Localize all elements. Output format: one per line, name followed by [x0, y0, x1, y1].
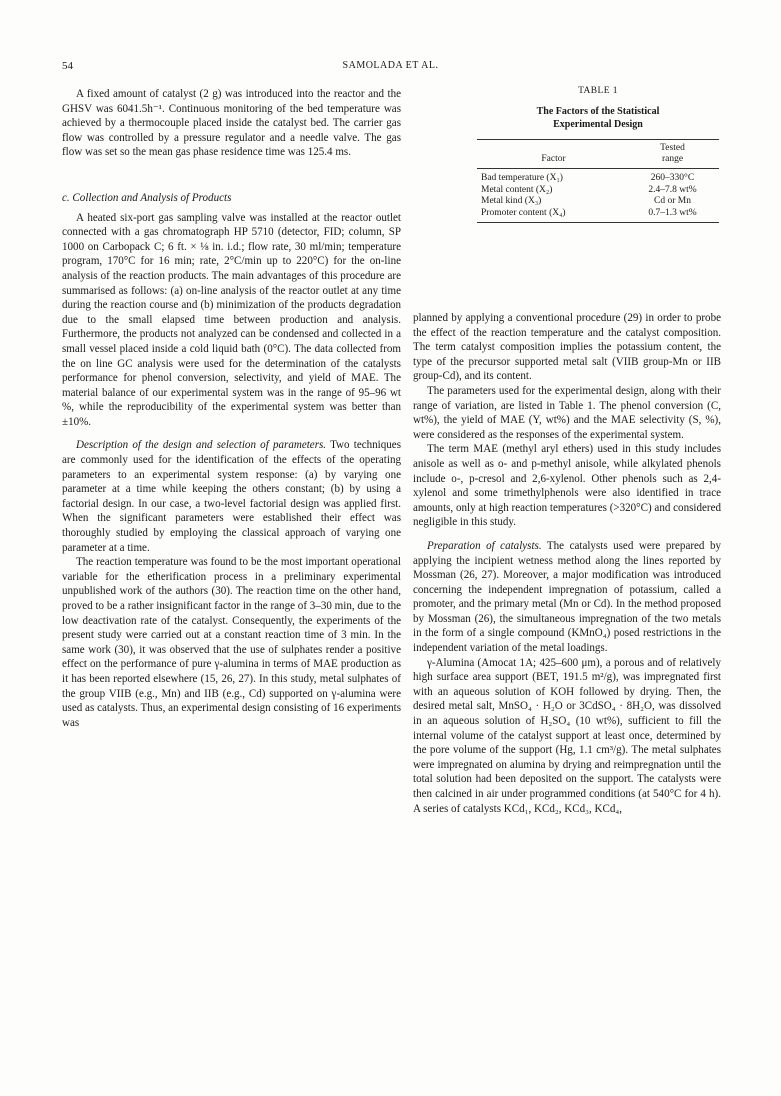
table-row	[477, 185, 719, 197]
table-cell-factor: Metal kind (X₃)	[481, 196, 542, 206]
paragraph-gc-analysis: A heated six-port gas sampling valve was installed at the reactor outlet connected with a gas chromatograph HP 5710 (detector, FID; column, SP 1000 on Carbopack C; 6 ft. × ⅛ in. i.d.; flow rate, 30 ml/min; temperature program, 170°C for 16 min; rate, 2°C/min up to 220°C) for the on-line analysis of the reaction products. The main advantages of this procedure are summarised as follows: (a) on-line analysis of the reactor outlet at any time during the reaction course and (b) minimization of the products degradation due to the small elapsed time between production and analysis. Furthermore, the products not analyzed can be condensed and collected in a small vessel placed inside a cold liquid bath (0°C). The data collected from the on line GC analysis were used for the determination of the catalysts performance for phenol conversion, selectivity, and yield of MAE. The material balance of our experimental system was in the range of 95–96 wt %, while the reproducibility of the experimental system was better than ±10%.	[62, 211, 401, 428]
paragraph-gas-flow: A fixed amount of catalyst (2 g) was introduced into the reactor and the GHSV was 6041.5h⁻¹. Continuous monitoring of the bed temperature was achieved by a thermocouple placed inside the catalyst bed. The carrier gas flow was controlled by a pressure regulator and a needle valve. The gas flow was set so the mean gas phase residence time was 125.4 ms.	[62, 88, 401, 159]
paragraph-alumina-impregnation: γ-Alumina (Amocat 1A; 425–600 μm), a porous and of relatively high surface area support (BET, 191.5 m²/g), was impregnated first with an aqueous solution of KOH followed by drying. Then, the desired metal salt, MnSO₄ · H₂O or 3CdSO₄ · 8H₂O, was dissolved in an aqueous solution of H₂SO₄ (10 wt%), sufficient to fill the internal volume of the catalyst support at least once, determined by the pore volume of the support (Hg, 1.1 cm³/g). The metal sulphates were impregnated on alumina by drying and reimpregnation until the total solution had been deposited on the support. The catalysts were then calcined in air under programmed conditions (at 540°C for 4 h). A series of catalysts KCd₁, KCd₂, KCd₃, KCd₄,	[413, 656, 721, 815]
table-header-row	[477, 140, 719, 169]
paragraph-catalyst-preparation	[413, 539, 721, 656]
section-heading-collection: c. Collection and Analysis of Products	[62, 191, 232, 204]
paragraph-design-description	[62, 438, 401, 555]
column-header-range-line-1: Tested	[660, 143, 685, 153]
paragraph-planned-design: planned by applying a conventional procedure (29) in order to probe the effect of the reaction temperature and the catalyst composition. The term catalyst composition implies the potassium content, the type of the precursor supported metal salt (VIIB group-Mn or IIB group-Cd), and its content.	[413, 312, 721, 383]
table-row	[477, 196, 719, 208]
left-column	[62, 87, 401, 730]
running-head: SAMOLADA ET AL.	[342, 60, 439, 71]
table-row	[477, 208, 719, 220]
paragraph-parameters: The parameters used for the experimental design, along with their range of variation, are listed in Table 1. The phenol conversion (C, wt%), the yield of MAE (Y, wt%) and the MAE selectivity (S, %), were considered as the responses of the experimental system.	[413, 384, 721, 441]
right-column	[413, 311, 721, 816]
paragraph-mae-definition: The term MAE (methyl aryl ethers) used in this study includes anisole as well as o- and p-methyl anisole, while alkylated phenols include o-, p-cresol and 2,6-xylenol. Other phenols such as 2,4-xylenol and some trimethylphenols were also identified in trace amounts, only at high reaction temperatures (>320°C) and considered negligible in this study.	[413, 443, 721, 529]
table-body	[477, 169, 719, 222]
table-1	[477, 86, 719, 223]
factors-table	[477, 139, 719, 223]
table-row	[477, 173, 719, 185]
table-cell-range: Cd or Mn	[654, 196, 691, 206]
page-number: 54	[62, 60, 73, 72]
table-label: TABLE 1	[578, 86, 618, 96]
table-cell-factor: Bad temperature (X₁)	[481, 173, 563, 183]
table-cell-range: 2.4–7.8 wt%	[648, 184, 697, 195]
column-header-range-line-2: range	[661, 154, 684, 164]
table-cell-range: 0.7–1.3 wt%	[648, 207, 697, 218]
table-cell-range: 260–330°C	[650, 173, 695, 183]
paragraph-lead-preparation: Preparation of catalysts.	[427, 539, 542, 552]
column-header-factor: Factor	[541, 154, 566, 164]
table-title	[477, 105, 719, 131]
paragraph-preparation-text: The catalysts used were prepared by applying the incipient wetness method along the lines reported by Mossman (26, 27). Moreover, a major modification was introduced concerning the independent impregnation of potassium, called a promoter, and the primary metal (Mn or Cd). In the method proposed by Mossman (26), the simultaneous impregnation of the two metals in the form of a single compound (KMnO₄) posed restrictions in the independent variation of the metal loadings.	[413, 539, 721, 655]
table-cell-factor: Promoter content (X₄)	[481, 207, 566, 218]
paragraph-reaction-temperature: The reaction temperature was found to be the most important operational variable for the etherification process in a preliminary experimental unpublished work of the authors (30). The reaction time on the other hand, proved to be a rather insignificant factor in the range of 3–30 min, due to the low deactivation rate of the catalyst. Consequently, the experiments of the present study were carried out at a constant reaction time of 3 min. In the same work (30), it was observed that the use of sulphates render a positive effect on the performance of pure γ-alumina in terms of MAE production as it has been reported elsewhere (15, 26, 27). In this study, metal sulphates of the group VIIB (e.g., Mn) and IIB (e.g., Cd) supported on γ-alumina were used as catalysts. Thus, an experimental design consisting of 16 experiments was	[62, 556, 401, 729]
paragraph-lead-design: Description of the design and selection of parameters.	[76, 439, 327, 452]
paragraph-design-text: Two techniques are commonly used for the identification of the effects of the operating parameters to an experimental system response: (a) by varying one parameter at a time while keeping the others constant; (b) by using a factorial design. In our case, a two-level factorial design was applied first. When the significant parameters were established their effect was thoroughly studied by employing the classical approach of varying one parameter at a time.	[62, 439, 402, 554]
table-title-line-2: Experimental Design	[553, 119, 643, 130]
column-header-range	[626, 143, 719, 165]
table-title-line-1: The Factors of the Statistical	[536, 106, 660, 117]
table-cell-factor: Metal content (X₂)	[481, 184, 553, 195]
